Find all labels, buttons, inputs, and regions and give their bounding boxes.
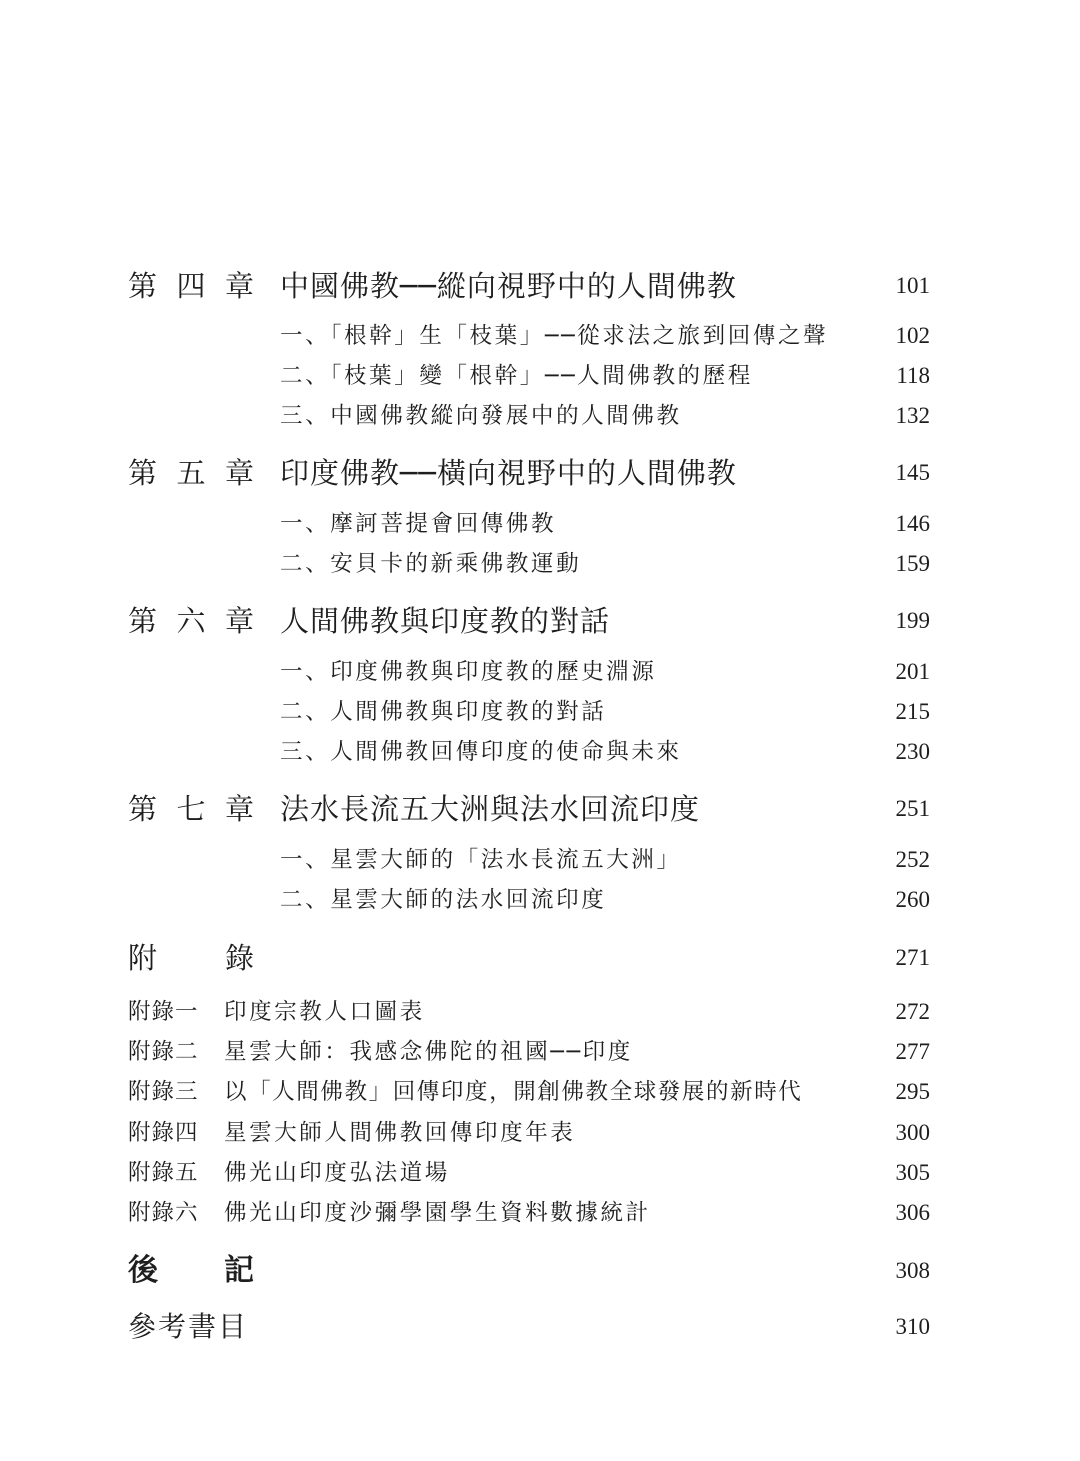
appendix-title: 星雲大師：我感念佛陀的祖國──印度	[224, 1039, 633, 1065]
appendix-item-page: 305	[895, 1160, 930, 1185]
afterword-page: 308	[895, 1258, 930, 1283]
section-title: 二、「枝葉」變「根幹」──人間佛教的歷程	[280, 363, 753, 389]
appendix-title: 印度宗教人口圖表	[224, 999, 425, 1025]
appendix-label: 附錄四	[128, 1120, 199, 1146]
chapter-5-page: 145	[895, 460, 930, 485]
section-6-3-row[interactable]	[0, 728, 1080, 776]
chapter-numeral: 七	[176, 792, 206, 826]
section-title: 三、人間佛教回傳印度的使命與未來	[280, 739, 682, 765]
section-title: 二、安貝卡的新乘佛教運動	[280, 551, 582, 577]
section-title: 二、星雲大師的法水回流印度	[280, 887, 607, 913]
chapter-suffix: 章	[224, 269, 254, 303]
section-page: 201	[895, 659, 930, 684]
section-page: 215	[895, 699, 930, 724]
section-title: 一、印度佛教與印度教的歷史淵源	[280, 659, 657, 685]
appendix-label: 附錄一	[128, 999, 199, 1025]
chapter-suffix: 章	[224, 604, 254, 638]
chapter-7-title: 法水長流五大洲與法水回流印度	[280, 792, 701, 826]
appendix-title: 佛光山印度沙彌學園學生資料數據統計	[224, 1200, 651, 1226]
chapter-4-page: 101	[895, 273, 930, 298]
appendix-char-2: 錄	[224, 941, 254, 975]
chapter-6-page: 199	[895, 608, 930, 633]
chapter-prefix: 第	[128, 269, 158, 303]
afterword-row[interactable]	[0, 1247, 1080, 1295]
appendix-char-1: 附	[128, 941, 158, 975]
chapter-5-number	[128, 449, 254, 497]
chapter-4-number	[128, 262, 254, 310]
afterword-char-1: 後	[128, 1253, 158, 1288]
section-page: 102	[895, 323, 930, 348]
chapter-prefix: 第	[128, 792, 158, 826]
bibliography-row[interactable]	[0, 1303, 1080, 1351]
chapter-4-title: 中國佛教──縱向視野中的人間佛教	[280, 269, 737, 303]
section-title: 一、摩訶菩提會回傳佛教	[280, 511, 557, 537]
appendix-item-page: 300	[895, 1120, 930, 1145]
appendix-title: 佛光山印度弘法道場	[224, 1160, 450, 1186]
section-page: 230	[895, 739, 930, 764]
chapter-7-row[interactable]	[0, 785, 1080, 833]
chapter-numeral: 六	[176, 604, 206, 638]
appendix-heading-row[interactable]	[0, 934, 1080, 982]
section-title: 三、中國佛教縱向發展中的人間佛教	[280, 403, 682, 429]
chapter-4-row[interactable]	[0, 262, 1080, 310]
chapter-suffix: 章	[224, 792, 254, 826]
section-page: 132	[895, 403, 930, 428]
section-title: 一、「根幹」生「枝葉」──從求法之旅到回傳之聲	[280, 323, 829, 349]
chapter-6-row[interactable]	[0, 597, 1080, 645]
section-title: 二、人間佛教與印度教的對話	[280, 699, 607, 725]
appendix-label: 附錄三	[128, 1079, 199, 1105]
chapter-6-title: 人間佛教與印度教的對話	[280, 604, 611, 638]
chapter-numeral: 四	[176, 269, 206, 303]
appendix-title: 以「人間佛教」回傳印度，開創佛教全球發展的新時代	[224, 1079, 803, 1105]
appendix-item-page: 277	[895, 1039, 930, 1064]
afterword-char-2: 記	[224, 1253, 254, 1288]
appendix-label: 附錄六	[128, 1200, 199, 1226]
appendix-title: 星雲大師人間佛教回傳印度年表	[224, 1120, 576, 1146]
appendix-item-page: 295	[895, 1079, 930, 1104]
appendix-6-row[interactable]	[0, 1189, 1080, 1237]
chapter-5-row[interactable]	[0, 449, 1080, 497]
section-page: 146	[895, 511, 930, 536]
bibliography-title: 參考書目	[128, 1310, 249, 1343]
section-page: 252	[895, 847, 930, 872]
section-title: 一、星雲大師的「法水長流五大洲」	[280, 847, 682, 873]
section-5-2-row[interactable]	[0, 540, 1080, 588]
chapter-suffix: 章	[224, 456, 254, 490]
chapter-numeral: 五	[176, 456, 206, 490]
appendix-item-page: 272	[895, 999, 930, 1024]
section-page: 118	[896, 363, 930, 388]
chapter-7-page: 251	[895, 796, 930, 821]
chapter-5-title: 印度佛教──橫向視野中的人間佛教	[280, 456, 737, 490]
section-7-2-row[interactable]	[0, 876, 1080, 924]
bibliography-page: 310	[895, 1314, 930, 1339]
appendix-label: 附錄五	[128, 1160, 199, 1186]
appendix-label: 附錄二	[128, 1039, 199, 1065]
chapter-6-number	[128, 597, 254, 645]
appendix-item-page: 306	[895, 1200, 930, 1225]
chapter-prefix: 第	[128, 456, 158, 490]
afterword-heading	[128, 1247, 254, 1295]
chapter-prefix: 第	[128, 604, 158, 638]
chapter-7-number	[128, 785, 254, 833]
section-page: 159	[895, 551, 930, 576]
section-4-3-row[interactable]	[0, 392, 1080, 440]
appendix-heading	[128, 934, 254, 982]
appendix-page: 271	[895, 945, 930, 970]
section-page: 260	[895, 887, 930, 912]
